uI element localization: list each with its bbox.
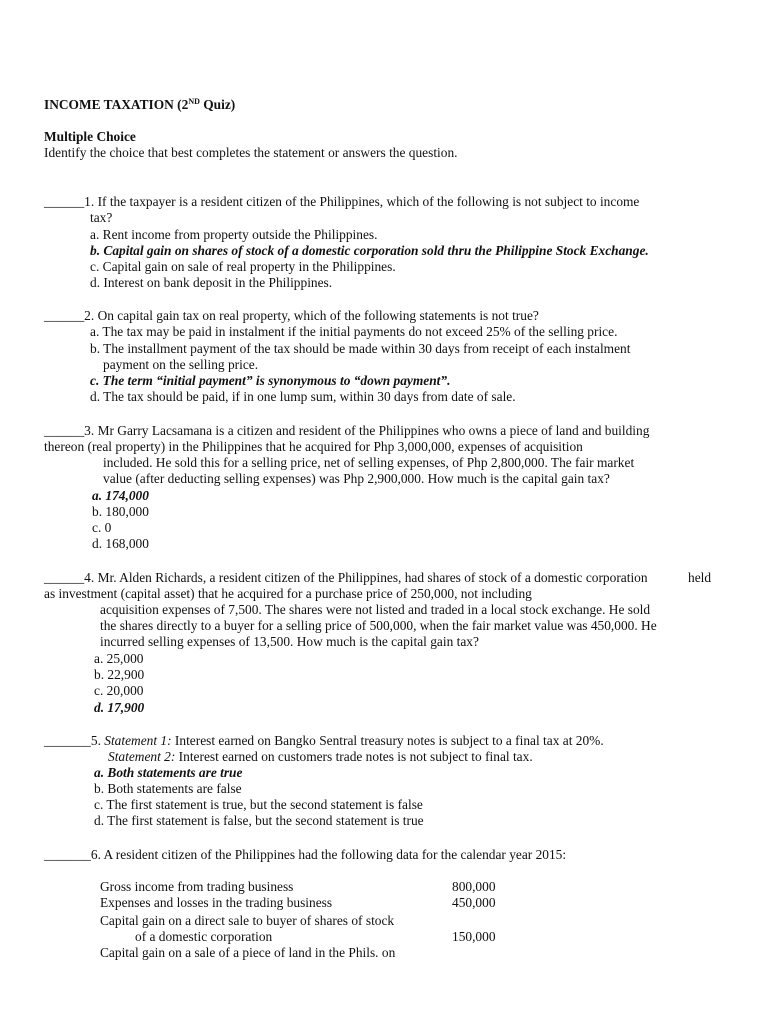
question-4-stem: ______4. Mr. Alden Richards, a resident citizen of the Philippines, had shares of stock of a domestic corporation [44,570,648,585]
data-row-label: Capital gain on a direct sale to buyer of shares of stock [100,913,395,928]
question-5-option-a: a. Both statements are true [94,765,243,780]
data-row-label: Capital gain on a sale of a piece of land in the Phils. on [100,945,396,960]
question-4-stem-cont: acquisition expenses of 7,500. The shares were not listed and traded in a local stock exchange. He sold [100,602,651,617]
question-1-option-b: b. Capital gain on shares of stock of a domestic corporation sold thru the Philippine Stock Exchange. [90,243,649,258]
question-2-option-b: b. The installment payment of the tax should be made within 30 days from receipt of each instalment [90,341,631,356]
question-6-stem: _______6. A resident citizen of the Philippines had the following data for the calendar year 2015: [44,847,567,862]
data-row-label: of a domestic corporation [135,929,273,944]
question-3-stem: ______3. Mr Garry Lacsamana is a citizen and resident of the Philippines who owns a piece of land and building [44,423,650,438]
question-1-option-a: a. Rent income from property outside the Philippines. [90,227,378,242]
question-2-stem: ______2. On capital gain tax on real property, which of the following statements is not true? [44,308,539,323]
question-5-option-d: d. The first statement is false, but the second statement is true [94,813,424,828]
data-row-value: 800,000 [452,879,496,894]
question-4-option-d: d. 17,900 [94,700,145,715]
question-3-option-b: b. 180,000 [92,504,149,519]
question-2-option-d: d. The tax should be paid, if in one lump sum, within 30 days from date of sale. [90,389,516,404]
data-row-value: 150,000 [452,929,496,944]
question-1-stem: ______1. If the taxpayer is a resident citizen of the Philippines, which of the following is not subject to income [44,194,640,209]
question-2-option-b-cont: payment on the selling price. [103,357,259,372]
question-2-option-c: c. The term “initial payment” is synonymous to “down payment”. [90,373,451,388]
question-5-statement-2: Statement 2: Interest earned on customers trade notes is not subject to final tax. [108,749,533,764]
question-4-option-a: a. 25,000 [94,651,144,666]
question-3-option-a: a. 174,000 [92,488,149,503]
question-5-option-b: b. Both statements are false [94,781,242,796]
question-1-stem-cont: tax? [90,210,113,225]
question-4-stem-cont: the shares directly to a buyer for a selling price of 500,000, when the fair market value was 450,000. He [100,618,657,633]
data-row-value: 450,000 [452,895,496,910]
question-3-stem-cont: included. He sold this for a selling price, net of selling expenses, of Php 2,800,000. The fair market [103,455,635,470]
question-3-option-c: c. 0 [92,520,112,535]
question-5-statement-1: _______5. Statement 1: Interest earned on Bangko Sentral treasury notes is subject to a final tax at 20%. [44,733,604,748]
question-4-option-b: b. 22,900 [94,667,145,682]
question-4-option-c: c. 20,000 [94,683,144,698]
question-5-option-c: c. The first statement is true, but the second statement is false [94,797,423,812]
data-row-label: Gross income from trading business [100,879,294,894]
question-3-stem-cont: value (after deducting selling expenses) was Php 2,900,000. How much is the capital gain tax? [103,471,610,486]
question-1-option-d: d. Interest on bank deposit in the Philippines. [90,275,333,290]
question-4-stem-end: held [688,570,712,585]
quiz-title: INCOME TAXATION (2ND Quiz) [44,97,236,112]
instructions: Identify the choice that best completes the statement or answers the question. [44,145,458,160]
data-row-label: Expenses and losses in the trading business [100,895,333,910]
question-3-option-d: d. 168,000 [92,536,149,551]
question-4-stem-cont: as investment (capital asset) that he acquired for a purchase price of 250,000, not including [44,586,532,601]
section-heading: Multiple Choice [44,129,136,144]
question-4-stem-cont: incurred selling expenses of 13,500. How much is the capital gain tax? [100,634,479,649]
question-1-option-c: c. Capital gain on sale of real property in the Philippines. [90,259,396,274]
question-3-stem-cont: thereon (real property) in the Philippines that he acquired for Php 3,000,000, expenses of acquisition [44,439,583,454]
question-2-option-a: a. The tax may be paid in instalment if the initial payments do not exceed 25% of the selling price. [90,324,618,339]
